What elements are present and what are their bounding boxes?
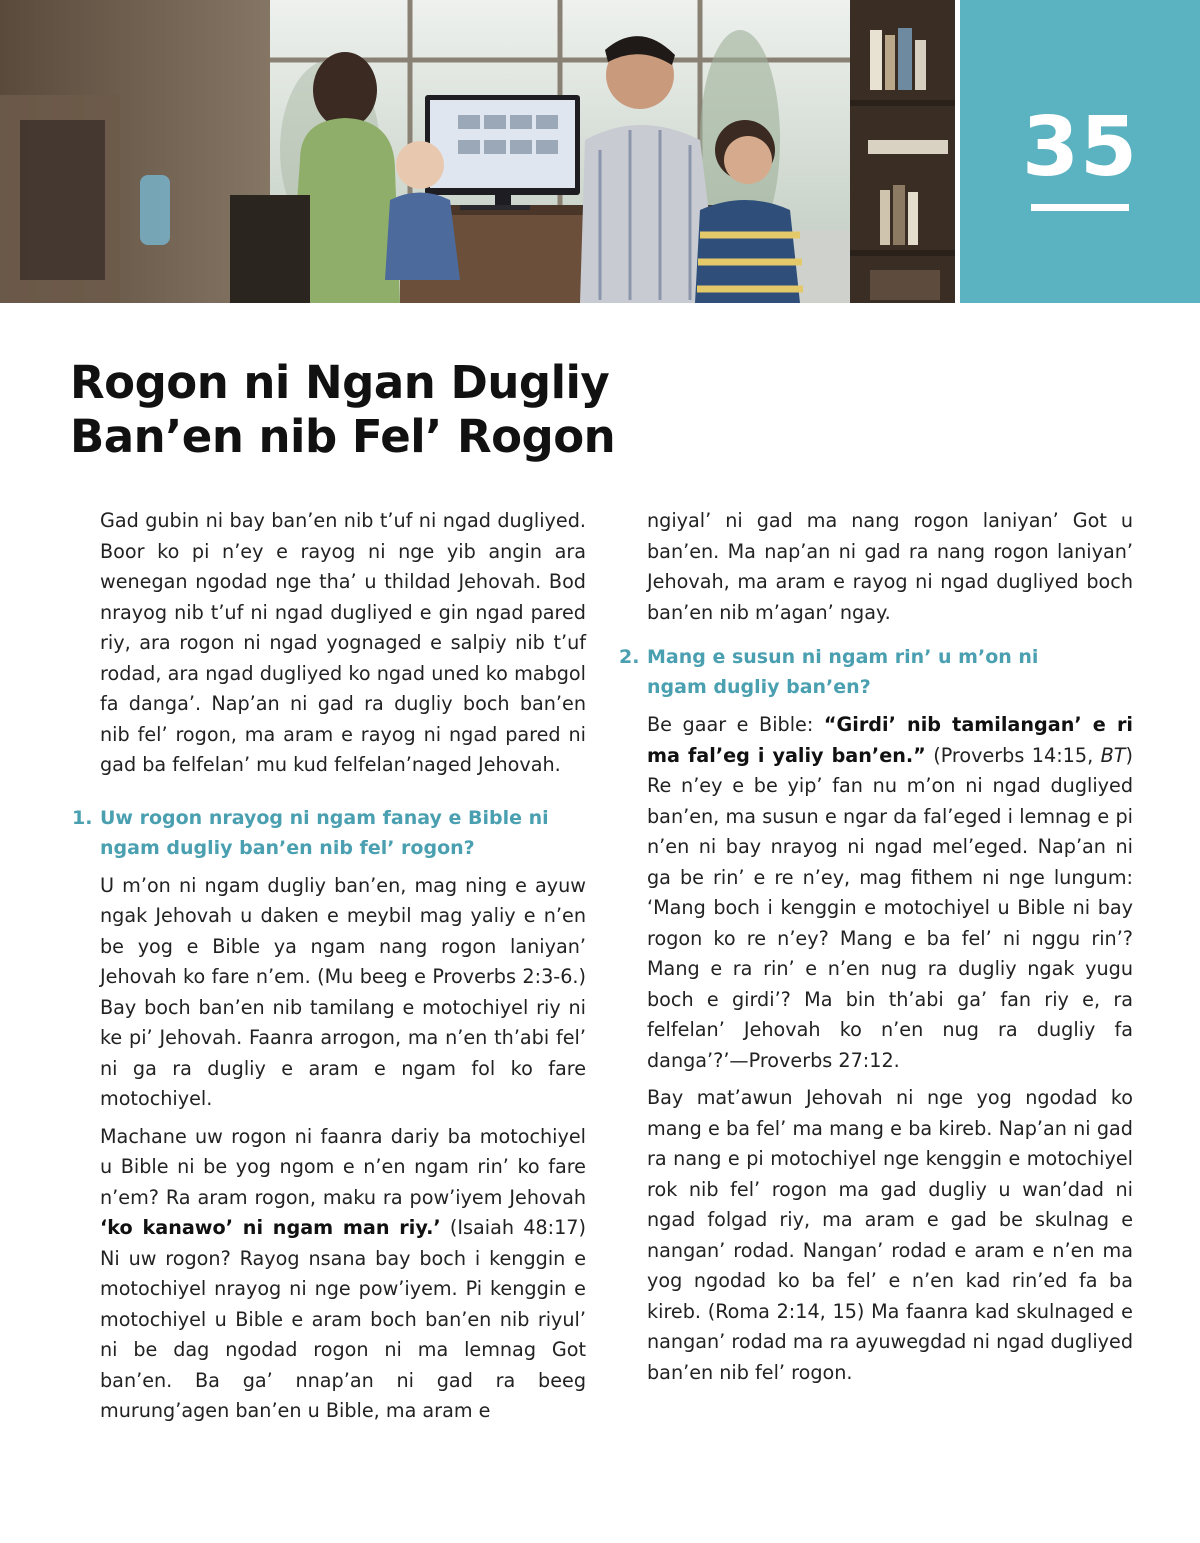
section-1-paragraph-2-text-b: (Isaiah 48:17) Ni uw rogon? Rayog nsana bay boch i kenggin e motochiyel nrayog ni nge pow’iyem. Pi kenggin e motochiyel u Bible e aram boch ban’en nib riyul’ ni be dag ngodad rogon ni ma lemnag Got ban’en. Ba ga’ nnap’an ni gad ra beeg murung’agen ban’en u Bible, ma aram e [100,1216,586,1422]
section-2-heading [619,642,1133,702]
section-1-number: 1. [72,806,93,829]
section-1-heading [72,803,586,863]
section-2-paragraph-1 [647,710,1133,1076]
section-1-paragraph-2-continued: ngiyal’ ni gad ma nang rogon laniyan’ Got u ban’en. Ma nap’an ni gad ra nang rogon laniyan’ Jehovah, ma aram e rayog ni ngad dugliyed boch ban’en nib m’agan’ ngay. [647,509,1133,624]
section-2-paragraph-1-text-a: Be gaar e Bible: [647,713,824,736]
page-title [70,356,630,464]
section-2-heading-line-2: ngam dugliy ban’en? [647,676,871,698]
page-title-line-1: Rogon ni Ngan Dugliy [70,356,610,409]
section-1-heading-line-1: Uw rogon nrayog ni ngam fanay e Bible ni [100,806,549,829]
section-1-isaiah-quote: ‘ko kanawo’ ni ngam man riy.’ [100,1216,441,1239]
lesson-number: 35 [1021,100,1139,195]
section-2-paragraph-2: Bay mat’awun Jehovah ni nge yog ngodad ko mang e ba fel’ ma mang e ba kireb. Nap’an ni gad ra nang e pi motochiyel nge kenggin e motochiyel rok nib fel’ rogon ma gad dugliy u wan’dad ni ngad folgad riy, ma aram e gad be skulnag e nangan’ rodad. Nangan’ rodad e aram e n’en ma yog ngodad ko ba fel’ e n’en kad rin’ed fa ba kireb. (Roma 2:14, 15) Ma faanra kad skulnaged e nangan’ rodad ma ra ayuwegdad ni ngad dugliyed ban’en nib fel’ rogon. [647,1086,1133,1384]
header-photo-family-at-computer [0,0,955,303]
intro-paragraph: Gad gubin ni bay ban’en nib t’uf ni ngad dugliyed. Boor ko pi n’ey e rayog ni nge yib angin ara wenegan ngodad nge tha’ u thildad Jehovah. Bod nrayog nib t’uf ni ngad dugliyed e gin ngad pared riy, ara rogon ni ngad yognaged e salpiy nib t’uf rodad, ara ngad dugliyed ko ngad uned ko mabgol fa danga’. Nap’an ni gad ra dugliy boch ban’en nib fel’ rogon, ma aram e rayog ni ngad pared ni gad ba felfelan’ mu kud felfelan’naged Jehovah. [100,509,586,776]
lesson-number-underline [1031,204,1129,211]
lesson-number-box [960,0,1200,303]
section-2-heading-line-1: Mang e susun ni ngam rin’ u m’on ni [647,646,1039,668]
section-2-proverbs-quote: “Girdi’ nib tamilangan’ e ri ma fal’eg i yaliy ban’en.” [647,713,1133,767]
section-1-paragraph-2 [100,1122,586,1427]
page-title-line-2: Ban’en nib Fel’ Rogon [70,410,616,463]
left-column [72,506,586,1434]
section-1-heading-line-2: ngam dugliy ban’en nib fel’ rogon? [100,836,475,859]
section-1-paragraph-2-text-a: Machane uw rogon ni faanra dariy ba motochiyel u Bible ni be yog ngom e n’en ngam rin’ ko fare n’em? Ra aram rogon, maku ra pow’iyem Jehovah [100,1124,586,1209]
section-2-paragraph-1-text-c: ) Re n’ey e be yip’ fan nu m’on ni ngad dugliyed ban’en, ma susun e ngar da fal’eged i lemnag e pi n’en ni bay nrayog ni ngad mel’eged. Nap’an ni ga be rin’ e re n’ey, mag fithem ni nge lungum: ‘Mang boch i kenggin e motochiyel u Bible ni bay rogon ko re n’ey? Mang e ba fel’ ni nggu rin’? Mang e ra rin’ e n’en nug ra dugliy ngak yugu boch e girdi’? Ma bin th’abi ga’ fan riy e, ra felfelan’ Jehovah ko n’en nug ra dugliy fa danga’?’—Proverbs 27:12. [647,743,1133,1072]
section-2-paragraph-1-text-b: (Proverbs 14:15, [925,743,1101,767]
section-2-number: 2. [619,646,640,668]
section-2-bible-version: BT [1100,743,1126,767]
right-column [619,506,1133,1395]
section-1-paragraph-1: U m’on ni ngam dugliy ban’en, mag ning e ayuw ngak Jehovah u daken e meybil mag yaliy e n’en be yog e Bible ya ngam nang rogon laniyan’ Jehovah ko fare n’em. (Mu beeg e Proverbs 2:3-6.) Bay boch ban’en nib tamilang e motochiyel riy ni ke pi’ Jehovah. Faanra arrogon, ma n’en th’abi fel’ ni ga ra dugliy e aram e ngam fol ko fare motochiyel. [100,873,586,1110]
